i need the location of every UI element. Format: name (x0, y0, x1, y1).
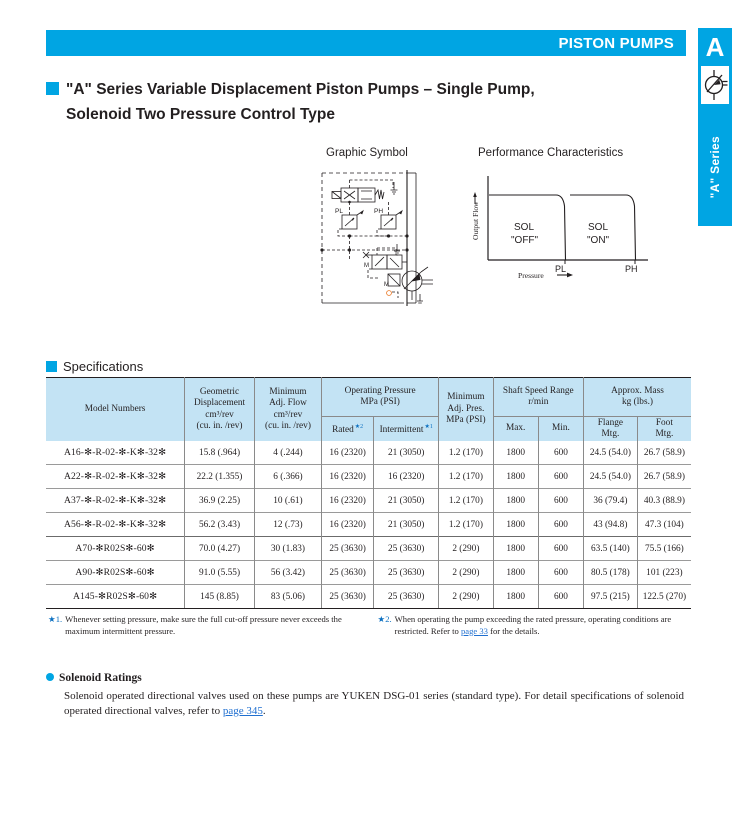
col-rated (322, 417, 374, 442)
cell-rated: 16 (2320) (322, 441, 374, 465)
cell-min-flow: 6 (.366) (254, 465, 321, 489)
side-tab-letter: A (705, 32, 725, 62)
cell-min-flow: 83 (5.06) (254, 585, 321, 609)
cell-mass-foot: 47.3 (104) (637, 513, 691, 537)
col-rated-label: Rated (332, 424, 354, 435)
cell-displacement: 91.0 (5.55) (185, 561, 255, 585)
page-title (46, 78, 686, 126)
title-bullet-square (46, 82, 59, 95)
table-row (46, 465, 691, 489)
table-header-row-1 (46, 378, 691, 417)
cell-mass-flange: 97.5 (215) (584, 585, 638, 609)
cell-min-flow: 10 (.61) (254, 489, 321, 513)
svg-text:M: M (364, 263, 369, 269)
footnote-2-page-link[interactable]: page 33 (461, 625, 488, 636)
annotation-sol-on-line2: "ON" (587, 235, 610, 246)
col-min-flow-l3: cm³/rev (273, 409, 303, 420)
col-approx-mass-l2: kg (lbs.) (622, 397, 653, 407)
footnote-2-body (395, 614, 693, 637)
cell-speed-max: 1800 (493, 561, 538, 585)
col-min-adj-pres-l1: Minimum (447, 392, 485, 403)
specifications-table (46, 377, 691, 609)
cell-speed-min: 600 (538, 585, 583, 609)
cell-min-flow: 56 (3.42) (254, 561, 321, 585)
col-geo-disp-l1: Geometric (199, 386, 240, 397)
x-axis-label: Pressure (518, 271, 544, 280)
col-minimum-adj-flow (254, 378, 321, 442)
cell-mass-foot: 40.3 (88.9) (637, 489, 691, 513)
cell-speed-max: 1800 (493, 585, 538, 609)
series-side-tab[interactable] (698, 28, 732, 226)
cell-speed-max: 1800 (493, 537, 538, 561)
cell-model: A16-✻-R-02-✻-K✻-32✻ (46, 441, 185, 465)
x-tick-ph: PH (625, 264, 638, 274)
cell-speed-max: 1800 (493, 513, 538, 537)
cell-min-adj-pres: 2 (290) (439, 561, 493, 585)
table-row (46, 561, 691, 585)
table-footnotes (48, 614, 693, 637)
table-row (46, 585, 691, 609)
col-mass-foot-l2: Mtg. (655, 429, 674, 439)
cell-speed-min: 600 (538, 561, 583, 585)
cell-mass-flange: 24.5 (54.0) (584, 441, 638, 465)
cell-model: A145-✻R02S✻-60✻ (46, 585, 185, 609)
cell-displacement: 15.8 (.964) (185, 441, 255, 465)
x-tick-pl: PL (555, 264, 567, 274)
annotation-sol-off-line2: "OFF" (511, 235, 539, 246)
col-minimum-adj-pres (439, 378, 493, 442)
solenoid-text-after: . (262, 705, 266, 717)
cell-intermittent: 25 (3630) (374, 561, 439, 585)
cell-speed-min: 600 (538, 513, 583, 537)
cell-min-adj-pres: 2 (290) (439, 585, 493, 609)
table-row (46, 441, 691, 465)
specifications-heading (46, 358, 143, 376)
side-tab-vertical-label (698, 112, 732, 222)
col-shaft-speed-l1: Shaft Speed Range (502, 385, 574, 396)
page-header-title: PISTON PUMPS (558, 34, 674, 52)
col-shaft-speed-group (493, 378, 583, 417)
footnote-2-text-before: When operating the pump exceeding the rated pressure, operating conditions are restricted. Refer to (394, 614, 672, 636)
cell-model: A90-✻R02S✻-60✻ (46, 561, 185, 585)
table-row (46, 513, 691, 537)
solenoid-page-link[interactable]: page 345 (222, 705, 263, 717)
cell-mass-foot: 26.7 (58.9) (637, 465, 691, 489)
svg-text:PL: PL (335, 208, 343, 215)
col-min-adj-pres-l2: Adj. Pres. (447, 403, 485, 414)
cell-min-flow: 30 (1.83) (254, 537, 321, 561)
solenoid-ratings-heading (46, 668, 691, 686)
table-header (46, 378, 691, 442)
col-mass-flange (584, 417, 638, 442)
col-op-pressure-l2: MPa (PSI) (360, 397, 400, 407)
footnote-2-marker: ★2. (377, 614, 392, 624)
col-mass-foot-l1: Foot (655, 417, 673, 428)
solenoid-heading-bullet-dot (46, 673, 54, 681)
spec-heading-label: Specifications (63, 359, 144, 374)
solenoid-ratings-body (64, 689, 684, 719)
cell-speed-min: 600 (538, 441, 583, 465)
graphic-symbol-diagram (308, 168, 448, 308)
table-row (46, 489, 691, 513)
col-geometric-displacement (185, 378, 255, 442)
cell-mass-flange: 24.5 (54.0) (584, 465, 638, 489)
cell-rated: 16 (2320) (322, 513, 374, 537)
col-mass-flange-l2: Mtg. (601, 429, 620, 439)
col-speed-max: Max. (493, 417, 538, 442)
col-intermittent-footnote-marker: ★1 (424, 423, 433, 430)
cell-min-flow: 4 (.244) (254, 441, 321, 465)
cell-speed-max: 1800 (493, 441, 538, 465)
cell-min-adj-pres: 1.2 (170) (439, 441, 493, 465)
performance-characteristics-chart (466, 168, 690, 308)
cell-intermittent: 21 (3050) (374, 441, 439, 465)
cell-rated: 25 (3630) (322, 585, 374, 609)
cell-speed-max: 1800 (493, 489, 538, 513)
svg-text:PH: PH (374, 208, 384, 215)
footnote-1-text: Whenever setting pressure, make sure the full cut-off pressure never exceeds the maximum intermittent pressure. (65, 614, 342, 636)
graphic-symbol-caption: Graphic Symbol (326, 147, 408, 159)
footnote-2 (378, 614, 694, 637)
cell-min-adj-pres: 2 (290) (439, 537, 493, 561)
cell-rated: 16 (2320) (322, 489, 374, 513)
solenoid-ratings-section (46, 668, 691, 719)
col-rated-footnote-marker: ★2 (354, 423, 364, 430)
col-shaft-speed-l2: r/min (528, 397, 549, 407)
col-mass-flange-l1: Flange (597, 417, 624, 428)
cell-rated: 25 (3630) (322, 537, 374, 561)
cell-mass-flange: 80.5 (178) (584, 561, 638, 585)
cell-min-adj-pres: 1.2 (170) (439, 513, 493, 537)
col-geo-disp-l4: (cu. in. /rev) (196, 421, 243, 431)
cell-mass-flange: 43 (94.8) (584, 513, 638, 537)
col-geo-disp-l3: cm³/rev (205, 409, 234, 420)
page-title-line-1: "A" Series Variable Displacement Piston Pumps – Single Pump, (66, 81, 535, 98)
cell-model: A56-✻-R-02-✻-K✻-32✻ (46, 513, 185, 537)
cell-speed-min: 600 (538, 489, 583, 513)
col-approx-mass-l1: Approx. Mass (611, 385, 664, 396)
cell-speed-min: 600 (538, 465, 583, 489)
cell-mass-flange: 36 (79.4) (584, 489, 638, 513)
cell-speed-max: 1800 (493, 465, 538, 489)
col-min-flow-l1: Minimum (269, 386, 307, 397)
cell-mass-foot: 101 (223) (637, 561, 691, 585)
page-header-bar (46, 30, 686, 56)
cell-rated: 25 (3630) (322, 561, 374, 585)
cell-speed-min: 600 (538, 537, 583, 561)
pump-symbol-icon (701, 66, 729, 104)
col-mass-foot (637, 417, 691, 442)
col-speed-min: Min. (538, 417, 583, 442)
col-min-flow-l2: Adj. Flow (269, 398, 307, 408)
annotation-sol-off-line1: SOL (514, 222, 535, 233)
spec-heading-bullet-square (46, 361, 57, 372)
footnote-2-text-after: for the details. (487, 625, 540, 636)
col-intermittent-label: Intermittent (379, 424, 424, 435)
col-model-numbers: Model Numbers (46, 378, 185, 442)
annotation-sol-on-line1: SOL (588, 222, 609, 233)
cell-model: A37-✻-R-02-✻-K✻-32✻ (46, 489, 185, 513)
solenoid-text-before: Solenoid operated directional valves used on these pumps are YUKEN DSG-01 series (standard type). For detail specifications of solenoid operated directional valves, refer to (64, 690, 684, 717)
col-geo-disp-l2: Displacement (193, 398, 246, 408)
cell-intermittent: 21 (3050) (374, 489, 439, 513)
cell-rated: 16 (2320) (322, 465, 374, 489)
cell-mass-foot: 122.5 (270) (637, 585, 691, 609)
cell-displacement: 36.9 (2.25) (185, 489, 255, 513)
col-op-pressure-l1: Operating Pressure (344, 385, 416, 396)
performance-characteristics-caption: Performance Characteristics (478, 147, 624, 159)
y-axis-label: Output Flow (471, 201, 480, 240)
cell-displacement: 145 (8.85) (185, 585, 255, 609)
cell-displacement: 56.2 (3.43) (185, 513, 255, 537)
side-tab-vertical-text: "A" Series (708, 135, 722, 199)
cell-model: A22-✻-R-02-✻-K✻-32✻ (46, 465, 185, 489)
page-title-line-2: Solenoid Two Pressure Control Type (66, 106, 335, 123)
cell-intermittent: 25 (3630) (374, 585, 439, 609)
cell-min-adj-pres: 1.2 (170) (439, 489, 493, 513)
cell-intermittent: 21 (3050) (374, 513, 439, 537)
col-min-flow-l4: (cu. in. /rev) (264, 421, 311, 431)
cell-mass-foot: 75.5 (166) (637, 537, 691, 561)
cell-displacement: 22.2 (1.355) (185, 465, 255, 489)
table-body (46, 441, 691, 609)
svg-text:M: M (384, 282, 389, 288)
cell-min-adj-pres: 1.2 (170) (439, 465, 493, 489)
cell-model: A70-✻R02S✻-60✻ (46, 537, 185, 561)
col-approx-mass-group (584, 378, 692, 417)
footnote-1 (48, 614, 364, 637)
cell-mass-foot: 26.7 (58.9) (637, 441, 691, 465)
cell-mass-flange: 63.5 (140) (584, 537, 638, 561)
cell-displacement: 70.0 (4.27) (185, 537, 255, 561)
cell-min-flow: 12 (.73) (254, 513, 321, 537)
col-operating-pressure-group (322, 378, 439, 417)
cell-intermittent: 16 (2320) (374, 465, 439, 489)
col-intermittent (374, 417, 439, 442)
solenoid-ratings-title: Solenoid Ratings (59, 672, 142, 684)
cell-intermittent: 25 (3630) (374, 537, 439, 561)
footnote-1-marker: ★1. (48, 614, 63, 624)
table-row (46, 537, 691, 561)
col-min-adj-pres-l3: MPa (PSI) (446, 415, 486, 426)
